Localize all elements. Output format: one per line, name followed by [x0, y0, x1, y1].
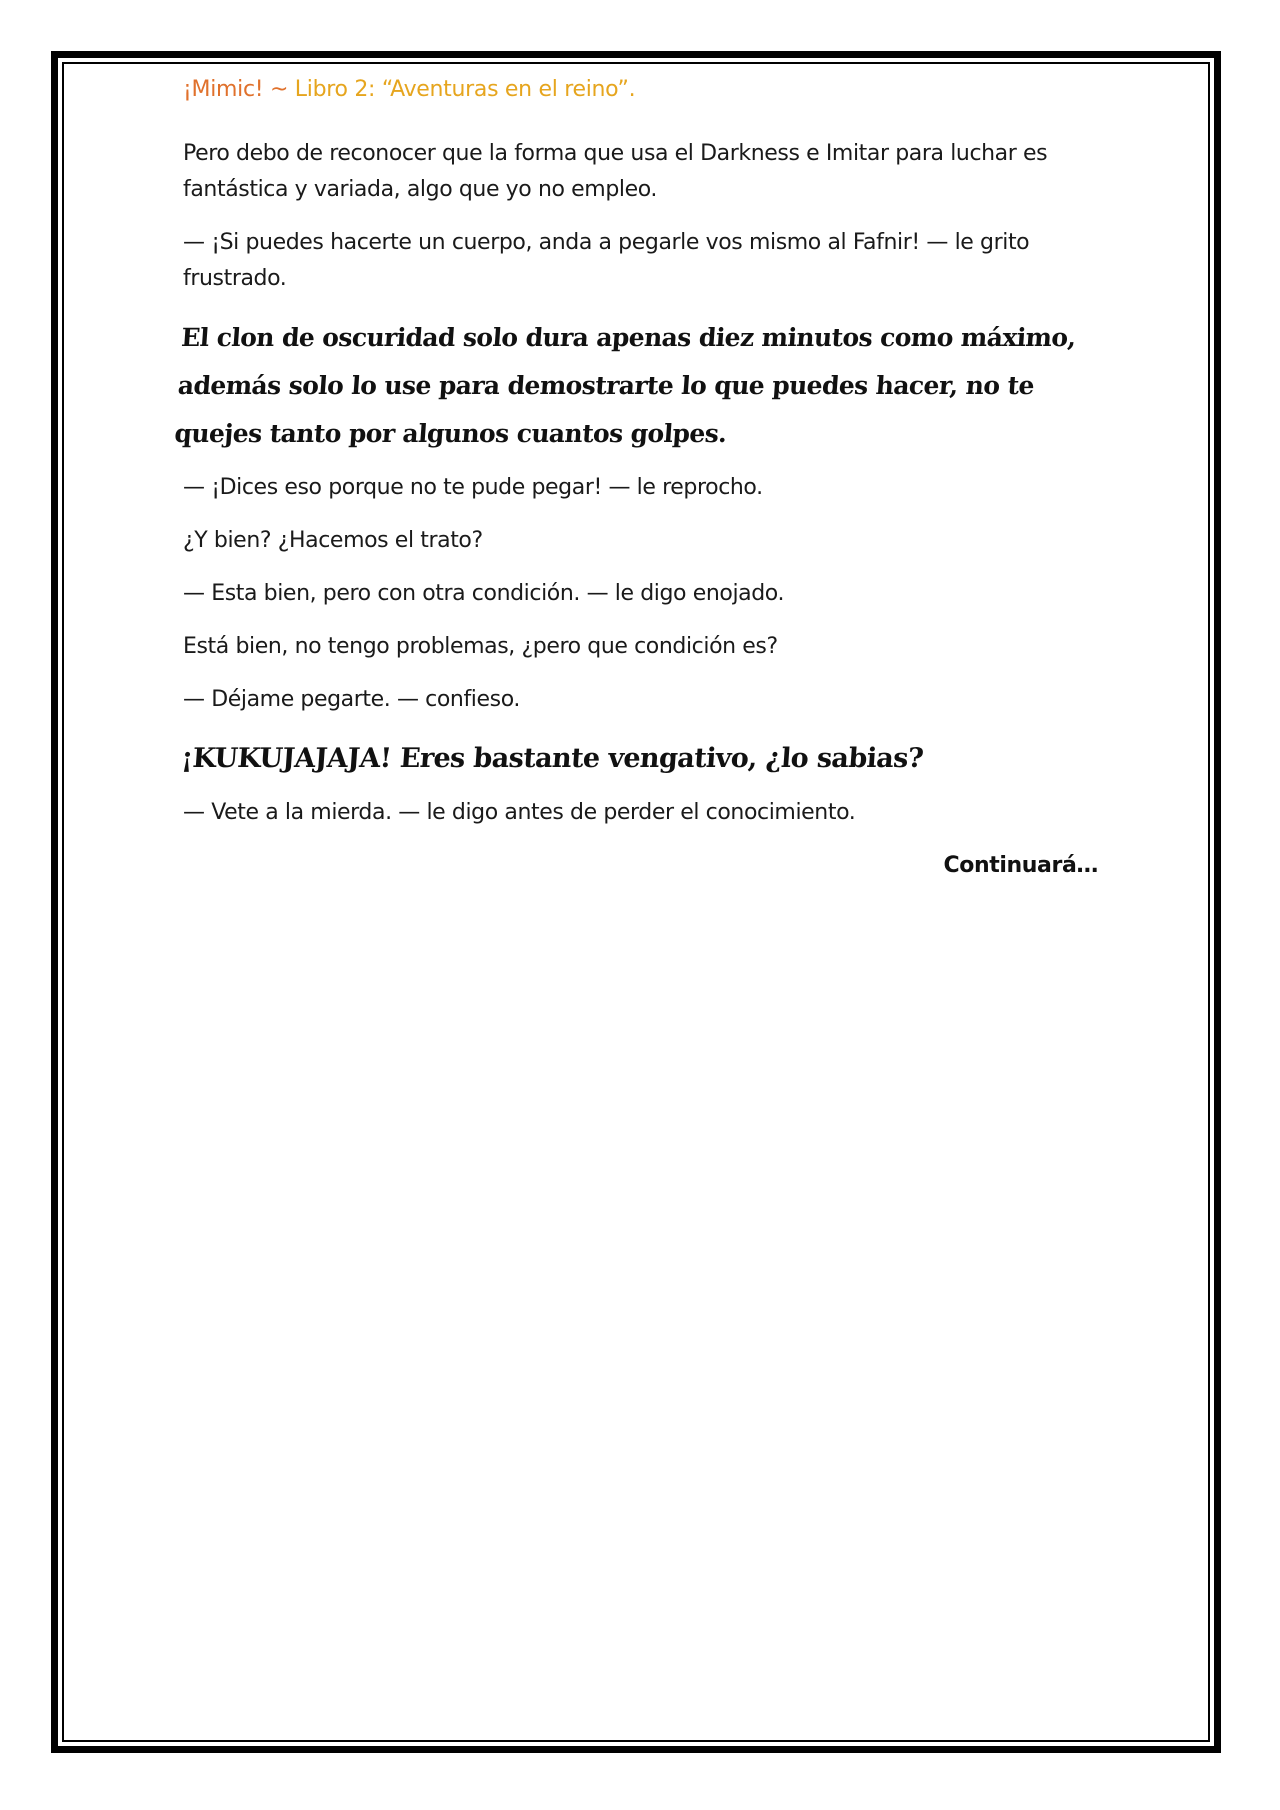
inner-voice-text: ¡KUKUJAJAJA! Eres bastante vengativo, ¿lo sabias? [180, 743, 925, 774]
dialogue-line: — ¡Si puedes hacerte un cuerpo, anda a pegarle vos mismo al Fafnir! — le grito frustrado. [183, 230, 1030, 291]
narration-line: Está bien, no tengo problemas, ¿pero que condición es? [183, 634, 778, 659]
dialogue-line: — ¡Dices eso porque no te pude pegar! — le reprocho. [183, 475, 763, 500]
inner-voice-text: El clon de oscuridad solo dura apenas diez minutos como máximo, además solo lo use para demostrarte lo que puedes hacer, no te quejes tanto por algunos cuantos golpes. [173, 323, 1077, 448]
page-content [173, 70, 1098, 884]
narration-paragraph: Pero debo de reconocer que la forma que usa el Darkness e Imitar para luchar es fantástica y variada, algo que yo no empleo. [183, 141, 1048, 202]
dialogue-line: — Déjame pegarte. — confieso. [183, 687, 520, 712]
header-subtitle: Libro 2: “Aventuras en el reino”. [294, 77, 636, 102]
narration-line: ¿Y bien? ¿Hacemos el trato? [183, 528, 483, 553]
header-title: ¡Mimic! ~ [183, 77, 295, 102]
running-header [183, 70, 1098, 110]
dialogue-line: — Esta bien, pero con otra condición. — le digo enojado. [183, 581, 785, 606]
dialogue-line: — Vete a la mierda. — le digo antes de perder el conocimiento. [183, 800, 856, 825]
continues-label: Continuará… [943, 853, 1098, 878]
